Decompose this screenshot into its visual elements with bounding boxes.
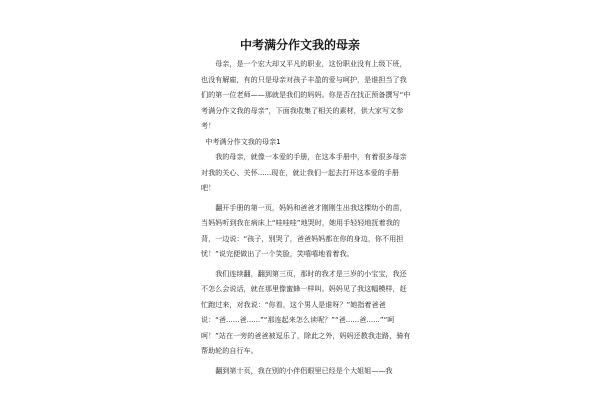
body-paragraph-2: 翻开手册的第一页，妈妈和爸爸才刚刚生出我这棵幼小的苗，当妈妈听到我在病床上“哇哇哇”地哭时，她用手轻轻地抚着我的背，一边说：“孩子，别哭了，爸爸妈妈都在你的身边，你不用担忧！”说完便做出了一个笑脸，笑嘻嘻地看着我。 <box>201 202 407 258</box>
body-paragraph-1: 我的母亲，就像一本爱的手册，在这本手册中，有着很多母亲对我的关心、关怀......现在，就让我们一起去打开这本爱的手册吧！ <box>201 152 407 192</box>
page-title: 中考满分作文我的母亲 <box>239 38 360 52</box>
body-paragraph-4: 翻到第十页，我在别的小伴侣眼里已经是个大姐姐——我 <box>215 365 393 375</box>
body-paragraph-3: 我们连续翻，翻到第三页，那时的我才是三岁的小宝宝，我还不怎么会说话，就在那里像蜜蜂一样叫。妈妈见了我这幅模样，赶忙跑过来，对我说：“你看，这个男人是谁呀？”她指着爸爸说：“爸......爸......”“那连起来怎么读呢？”“爸......爸......”“呵呵！”站在一旁的爸爸被逗乐了，除此之外，妈妈还教我走路，骑有帮助轮的自行车。 <box>201 268 411 355</box>
section-heading: 中考满分作文我的母亲1 <box>205 136 281 146</box>
intro-paragraph: 母亲，是一个宏大却又平凡的职业，这份职业没有上级下班，也没有解雇，有的只是母亲对孩子丰盈的爱与呵护，是谁担当了我们的第一位老师——那就是我们的妈妈。你是否在找正预备撰写“中考满分作文我的母亲”，下面我收集了相关的素材，供大家写文参考！ <box>201 59 411 130</box>
document-body <box>201 56 411 378</box>
